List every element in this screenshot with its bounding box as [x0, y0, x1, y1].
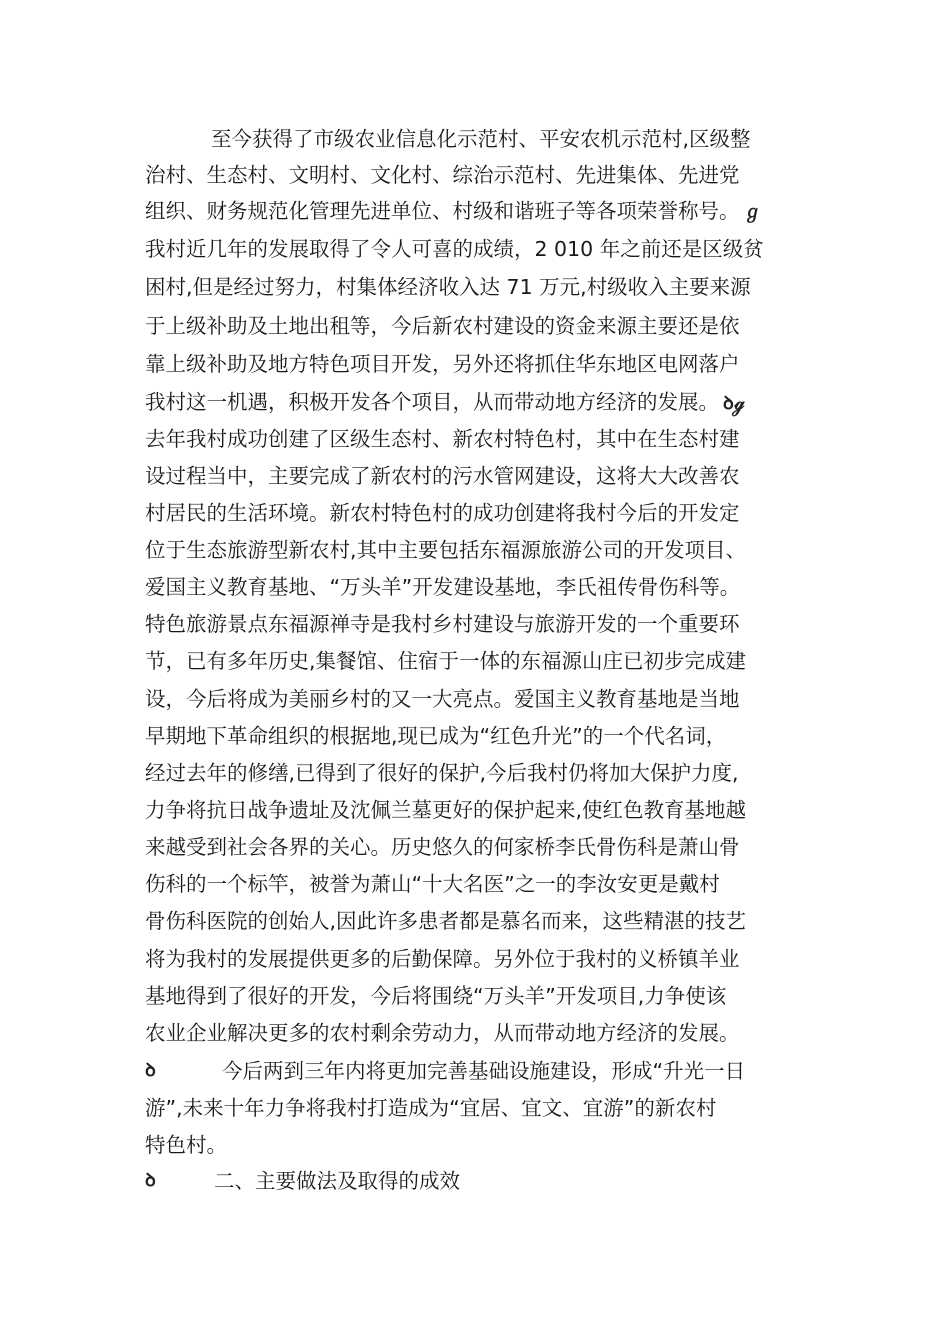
text-line: [222, 1053, 812, 1089]
text-line: [145, 421, 810, 457]
text-line: [145, 978, 810, 1014]
text-line: [145, 269, 810, 305]
text-line-content: 于上级补助及土地出租等，今后新农村建设的资金来源主要还是依: [145, 314, 740, 338]
text-line: [145, 643, 810, 679]
text-line-content: 困村,但是经过努力，村集体经济收入达 71 万元,村级收入主要来源: [145, 275, 751, 299]
text-line-content: 节，已有多年历史,集餐馆、住宿于一体的东福源山庄已初步完成建: [145, 649, 747, 673]
text-line: [145, 681, 810, 717]
text-line-content: 农业企业解决更多的农村剩余劳动力，从而带动地方经济的发展。: [145, 1021, 740, 1045]
text-line-content: 爱国主义教育基地、“万头羊”开发建设基地，李氏祖传骨伤科等。: [145, 575, 741, 599]
text-line: [145, 1127, 810, 1163]
text-line: [145, 718, 810, 754]
paragraph-mark-icon: ꝺ: [145, 1060, 156, 1081]
section-heading: [214, 1163, 614, 1199]
text-line-content: 我村这一机遇，积极开发各个项目，从而带动地方经济的发展。: [145, 390, 719, 414]
text-line: [145, 231, 810, 267]
text-line: [145, 495, 810, 531]
text-line: [145, 1090, 810, 1126]
text-line: [145, 384, 825, 420]
text-line-content: 靠上级补助及地方特色项目开发，另外还将抓住华东地区电网落户: [145, 352, 740, 376]
text-line-content: 基地得到了很好的开发，今后将围绕“万头羊”开发项目,力争使该: [145, 984, 727, 1008]
paragraph-mark-icon: ℊ: [743, 202, 762, 223]
text-line-content: 治村、生态村、文明村、文化村、综治示范村、先进集体、先进党: [145, 163, 740, 187]
text-line-content: 伤科的一个标竿，被誉为萧山“十大名医”之一的李汝安更是戴村: [145, 872, 720, 896]
text-line-content: 经过去年的修缮,已得到了很好的保护,今后我村仍将加大保护力度,: [145, 761, 739, 785]
text-line-content: 游”,未来十年力争将我村打造成为“宜居、宜文、宜游”的新农村: [145, 1096, 717, 1120]
text-line-content: 至今获得了市级农业信息化示范村、平安农机示范村,区级整: [211, 127, 751, 151]
text-line-content: 今后两到三年内将更加完善基础设施建设，形成“升光一日: [222, 1059, 746, 1083]
text-line: [145, 308, 810, 344]
text-line: [145, 829, 810, 865]
text-line-content: 特色村。: [145, 1133, 227, 1157]
text-line-content: 骨伤科医院的创始人,因此许多患者都是慕名而来，这些精湛的技艺: [145, 909, 747, 933]
paragraph-mark-icon: ꝺℊ: [723, 393, 745, 414]
text-line: [145, 1015, 810, 1051]
text-line: [145, 755, 810, 791]
text-line: [145, 157, 810, 193]
text-line-content: 二、主要做法及取得的成效: [214, 1169, 460, 1193]
text-line-content: 组织、财务规范化管理先进单位、村级和谐班子等各项荣誉称号。: [145, 199, 740, 223]
text-line-content: 设，今后将成为美丽乡村的又一大亮点。爱国主义教育基地是当地: [145, 687, 740, 711]
text-line-content: 我村近几年的发展取得了令人可喜的成绩，2 010 年之前还是区级贫: [145, 237, 764, 261]
text-line-content: 位于生态旅游型新农村,其中主要包括东福源旅游公司的开发项目、: [145, 538, 747, 562]
text-line-content: 将为我村的发展提供更多的后勤保障。另外位于我村的义桥镇羊业: [145, 947, 740, 971]
text-line-content: 早期地下革命组织的根据地,现已成为“红色升光”的一个代名词，: [145, 724, 727, 748]
text-line-content: 力争将抗日战争遗址及沈佩兰墓更好的保护起来,使红色教育基地越: [145, 798, 747, 822]
text-line-content: 特色旅游景点东福源禅寺是我村乡村建设与旅游开发的一个重要环: [145, 612, 740, 636]
text-line-content: 村居民的生活环境。新农村特色村的成功创建将我村今后的开发定: [145, 501, 740, 525]
text-line: [145, 941, 810, 977]
text-line: [145, 532, 810, 568]
text-line: [145, 606, 810, 642]
text-line: [145, 458, 810, 494]
text-line: [145, 792, 810, 828]
text-line: [145, 866, 810, 902]
text-line: [145, 569, 825, 605]
text-line-content: 来越受到社会各界的关心。历史悠久的何家桥李氏骨伤科是萧山骨: [145, 835, 740, 859]
paragraph-mark-icon: ꝺ: [145, 1170, 156, 1191]
text-line-content: 去年我村成功创建了区级生态村、新农村特色村，其中在生态村建: [145, 427, 740, 451]
text-line: [145, 193, 825, 229]
text-line-content: 设过程当中，主要完成了新农村的污水管网建设，这将大大改善农: [145, 464, 740, 488]
text-line: [145, 903, 810, 939]
text-line: [145, 346, 810, 382]
text-line: [145, 121, 810, 157]
